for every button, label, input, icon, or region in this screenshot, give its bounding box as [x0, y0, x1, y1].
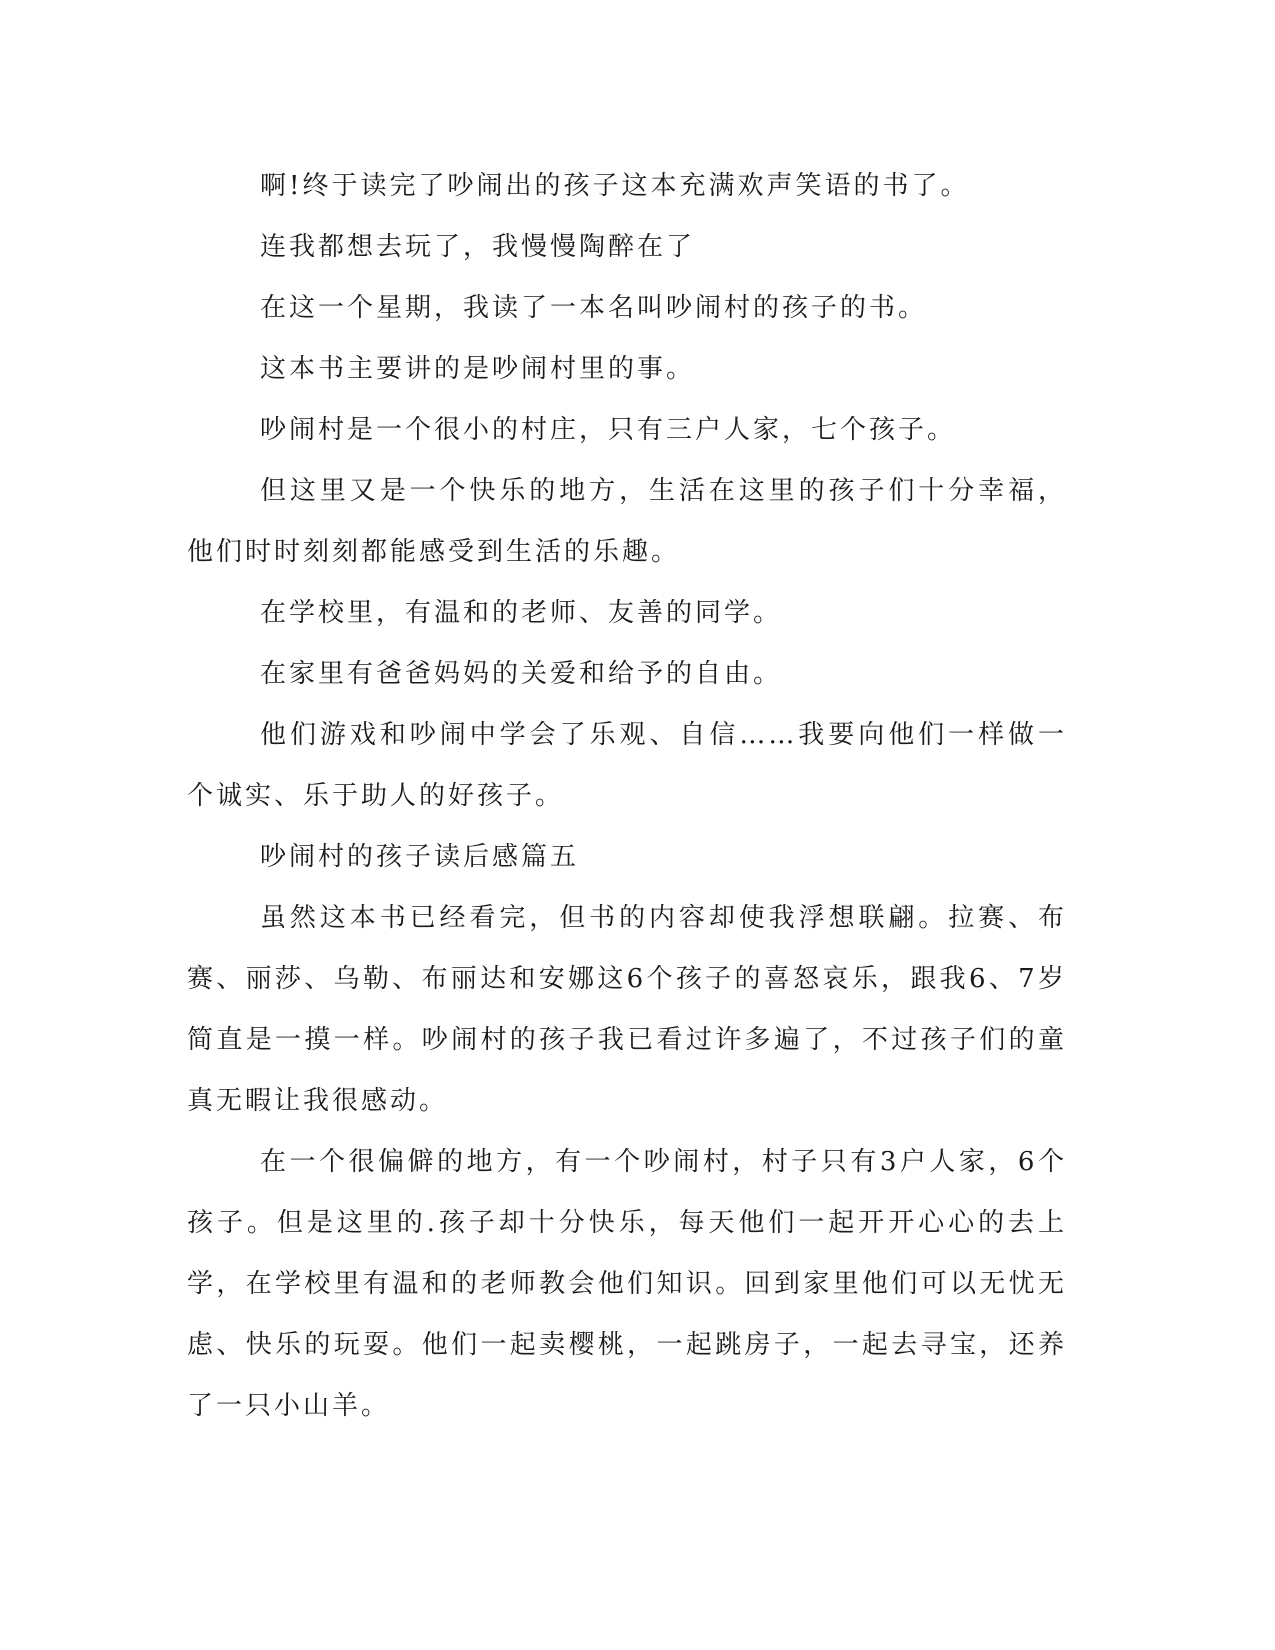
- paragraph-4: 这本书主要讲的是吵闹村里的事。: [260, 354, 696, 384]
- paragraph-7: 在学校里，有温和的老师、友善的同学。: [260, 598, 783, 628]
- paragraph-3: 在这一个星期，我读了一本名叫吵闹村的孩子的书。: [260, 293, 928, 323]
- paragraph-5: 吵闹村是一个很小的村庄，只有三户人家，七个孩子。: [260, 415, 957, 445]
- paragraph-12: 在一个很偏僻的地方，有一个吵闹村，村子只有3户人家，6个孩子。但是这里的.孩子却十分快乐，每天他们一起开开心心的去上学，在学校里有温和的老师教会他们知识。回到家里他们可以无忧无虑、快乐的玩耍。他们一起卖樱桃，一起跳房子，一起去寻宝，还养了一只小山羊。: [187, 1147, 1067, 1421]
- paragraph-2: 连我都想去玩了，我慢慢陶醉在了: [260, 232, 696, 262]
- paragraph-1: 啊!终于读完了吵闹出的孩子这本充满欢声笑语的书了。: [260, 171, 970, 201]
- section-heading: 吵闹村的孩子读后感篇五: [260, 842, 580, 872]
- paragraph-8: 在家里有爸爸妈妈的关爱和给予的自由。: [260, 659, 783, 689]
- paragraph-11: 虽然这本书已经看完，但书的内容却使我浮想联翩。拉赛、布赛、丽莎、乌勒、布丽达和安娜这6个孩子的喜怒哀乐，跟我6、7岁简直是一摸一样。吵闹村的孩子我已看过许多遍了，不过孩子们的童真无暇让我很感动。: [187, 903, 1067, 1116]
- paragraph-6: 但这里又是一个快乐的地方，生活在这里的孩子们十分幸福，他们时时刻刻都能感受到生活的乐趣。: [187, 476, 1067, 567]
- document-body: [187, 156, 1067, 1437]
- paragraph-9: 他们游戏和吵闹中学会了乐观、自信……我要向他们一样做一个诚实、乐于助人的好孩子。: [187, 720, 1067, 811]
